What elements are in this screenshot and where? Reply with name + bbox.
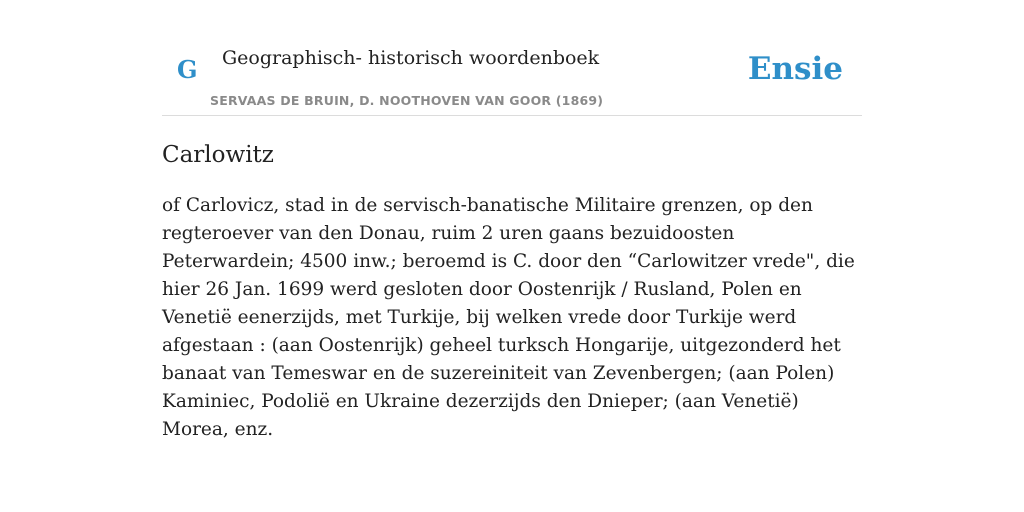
ensie-logo-link[interactable]: Ensie — [747, 51, 843, 87]
book-logo[interactable]: G — [177, 55, 198, 84]
entry-title: Carlowitz — [162, 142, 274, 168]
book-authors: SERVAAS DE BRUIN, D. NOOTHOVEN VAN GOOR (1869) — [210, 93, 604, 108]
page — [162, 0, 862, 440]
book-title[interactable]: Geographisch- historisch woordenboek — [222, 47, 600, 69]
entry-body: of Carlovicz, stad in de servisch-banatische Militaire grenzen, op den regteroever van den Donau, ruim 2 uren gaans bezuidoosten Peterwardein; 4500 inw.; beroemd is C. door den “Carlowitzer vrede", die hier 26 Jan. 1699 werd gesloten door Oostenrijk / Rusland, Polen en Venetië eenerzijds, met Turkije, bij welken vrede door Turkije werd afgestaan : (aan Oostenrijk) geheel turksch Hongarije, uitgezonderd het banaat van Temeswar en de suzereiniteit van Zevenbergen; (aan Polen) Kaminiec, Podolië en Ukraine dezerzijds den Dnieper; (aan Venetië) Morea, enz. — [162, 195, 855, 440]
header — [162, 0, 862, 116]
